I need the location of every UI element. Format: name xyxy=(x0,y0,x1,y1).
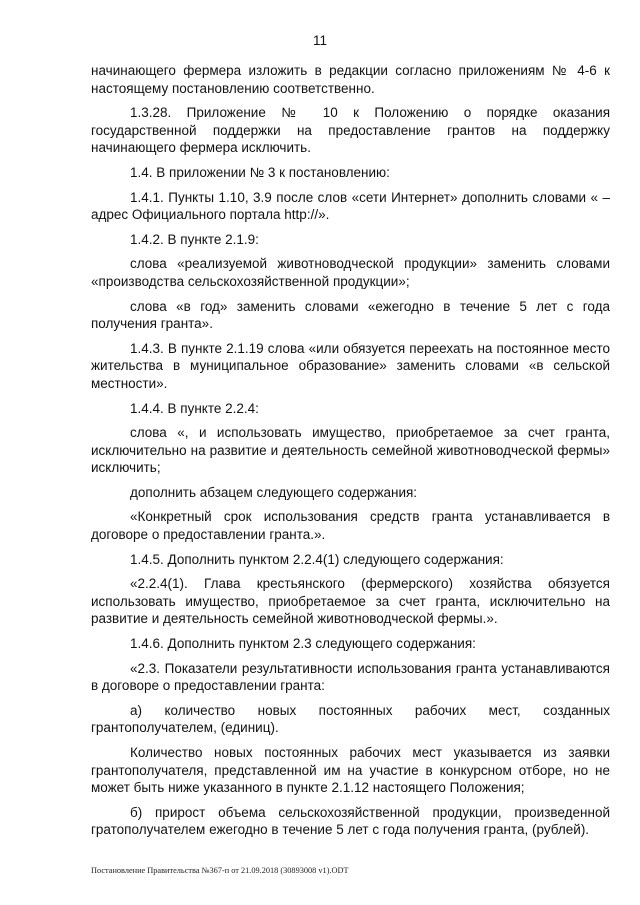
paragraph: слова «в год» заменить словами «ежегодно в течение 5 лет с года получения гранта». xyxy=(91,298,610,332)
paragraph: 1.4.2. В пункте 2.1.9: xyxy=(130,231,259,247)
paragraph: «2.2.4(1). Глава крестьянского (фермерского) хозяйства обязуется использовать имущество, приобретаемое за счет гранта, исключительно на развитие и деятельность семейной животноводческой фермы.». xyxy=(91,576,610,627)
paragraph: 1.4. В приложении № 3 к постановлению: xyxy=(130,164,390,180)
paragraph: 1.4.3. В пункте 2.1.19 слова «или обязуется переехать на постоянное место жительства в муниципальное образование» заменить словами «в сельской местности». xyxy=(91,340,610,391)
paragraph: 1.3.28. Приложение № 10 к Положению о порядке оказания государственной поддержки на предоставление грантов на поддержку начинающего фермера исключить. xyxy=(91,105,610,156)
paragraph: а) количество новых постоянных рабочих мест, созданных грантополучателем, (единиц). xyxy=(91,702,610,736)
paragraph: дополнить абзацем следующего содержания: xyxy=(130,484,418,500)
paragraph: слова «, и использовать имущество, приобретаемое за счет гранта, исключительно на развитие и деятельность семейной животноводческой фермы» исключить; xyxy=(91,425,610,476)
paragraph: «2.3. Показатели результативности использования гранта устанавливаются в договоре о предоставлении гранта: xyxy=(91,660,610,694)
page-number: 11 xyxy=(312,33,327,48)
paragraph: слова «реализуемой животноводческой продукции» заменить словами «производства сельскохозяйственной продукции»; xyxy=(91,256,610,289)
paragraph: 1.4.6. Дополнить пунктом 2.3 следующего содержания: xyxy=(130,636,476,652)
document-body xyxy=(91,62,610,846)
paragraph: 1.4.1. Пункты 1.10, 3.9 после слов «сети Интернет» дополнить словами « – адрес Официального портала http://». xyxy=(91,189,610,223)
document-footer: Постановление Правительства №367-п от 21.09.2018 (30893008 v1).ODT xyxy=(91,866,349,875)
paragraph: 1.4.4. В пункте 2.2.4: xyxy=(130,400,259,416)
paragraph: б) прирост объема сельскохозяйственной продукции, произведенной гратополучателем ежегодно в течение 5 лет с года получения гранта, (рублей). xyxy=(91,804,610,838)
paragraph: начинающего фермера изложить в редакции согласно приложениям № 4-6 к настоящему постановлению соответственно. xyxy=(91,63,610,96)
paragraph: Количество новых постоянных рабочих мест указывается из заявки грантополучателя, представленной им на участие в конкурсном отборе, но не может быть ниже указанного в пункте 2.1.12 настоящего Положения; xyxy=(91,745,610,796)
paragraph: «Конкретный срок использования средств гранта устанавливается в договоре о предоставлении гранта.». xyxy=(91,509,610,543)
paragraph: 1.4.5. Дополнить пунктом 2.2.4(1) следующего содержания: xyxy=(130,551,504,567)
